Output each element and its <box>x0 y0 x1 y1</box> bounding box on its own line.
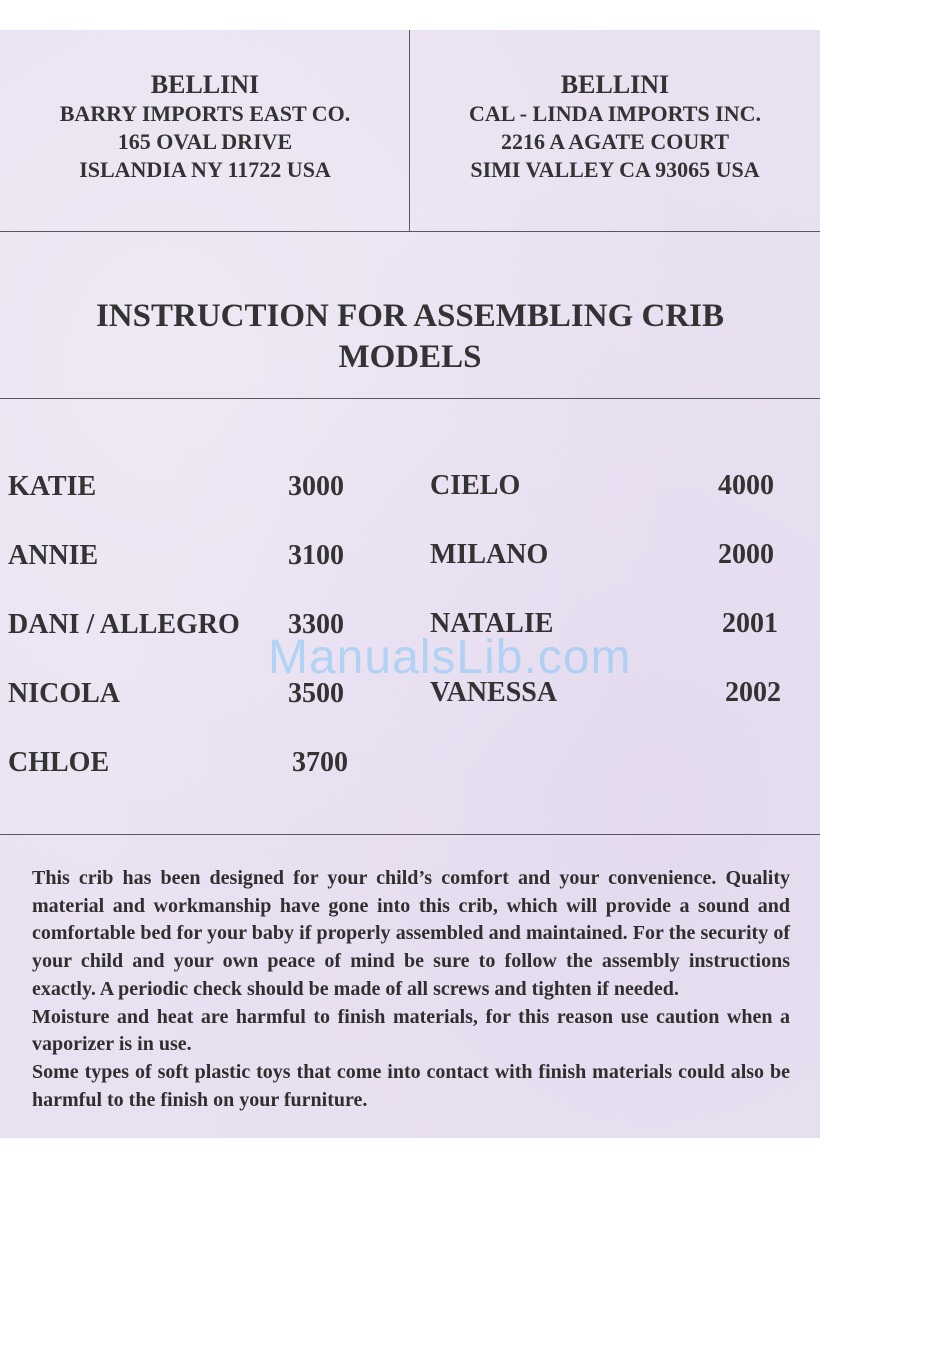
model-name: CIELO <box>430 470 521 501</box>
models-divider <box>0 834 820 835</box>
intro-paragraph: Some types of soft plastic toys that come into contact with finish materials could also be harmful to the finish on your furniture. <box>32 1060 790 1111</box>
street-address: 2216 A AGATE COURT <box>500 129 730 154</box>
brand-name: BELLINI <box>150 70 260 99</box>
address-barry-imports <box>10 70 400 184</box>
page-title <box>0 296 820 378</box>
street-address: 165 OVAL DRIVE <box>117 129 293 154</box>
title-divider <box>0 398 820 399</box>
model-number: 3700 <box>292 747 348 778</box>
model-number: 3100 <box>288 540 344 571</box>
address-cal-linda-imports <box>420 70 810 184</box>
model-name: DANI / ALLEGRO <box>8 609 240 640</box>
header-divider-vertical <box>409 30 410 232</box>
model-name: MILANO <box>430 539 549 570</box>
model-name: VANESSA <box>430 677 558 708</box>
city-state-zip: ISLANDIA NY 11722 USA <box>79 157 331 182</box>
intro-text <box>32 865 790 1114</box>
model-number: 2002 <box>725 677 781 708</box>
model-number: 3500 <box>288 678 344 709</box>
model-name: CHLOE <box>8 747 110 778</box>
model-number: 4000 <box>718 470 774 501</box>
brand-name: BELLINI <box>560 70 670 99</box>
document-page <box>0 30 820 1138</box>
model-number: 2000 <box>718 539 774 570</box>
company-name: CAL - LINDA IMPORTS INC. <box>469 101 761 126</box>
intro-paragraph: Moisture and heat are harmful to finish materials, for this reason use caution when a vaporizer is in use. <box>32 1005 790 1056</box>
model-name: NICOLA <box>8 678 121 709</box>
title-line-1: INSTRUCTION FOR ASSEMBLING CRIB <box>95 298 725 334</box>
model-name: ANNIE <box>8 540 99 571</box>
city-state-zip: SIMI VALLEY CA 93065 USA <box>470 157 760 182</box>
model-number: 3300 <box>288 609 344 640</box>
intro-paragraph: This crib has been designed for your child’s comfort and your convenience. Quality material and workmanship have gone into this crib, which will provide a sound and comfortable bed for your baby if properly assembled and maintained. For the security of your child and your own peace of mind be sure to follow the assembly instructions exactly. A periodic check should be made of all screws and tighten if needed. <box>32 867 790 1000</box>
title-line-2: MODELS <box>338 339 482 375</box>
watermark: ManualsLib.com <box>268 631 632 684</box>
model-number: 3000 <box>288 471 344 502</box>
model-number: 2001 <box>722 608 778 639</box>
model-name: KATIE <box>8 471 97 502</box>
company-name: BARRY IMPORTS EAST CO. <box>59 101 351 126</box>
header-divider <box>0 231 820 232</box>
model-name: NATALIE <box>430 608 554 639</box>
